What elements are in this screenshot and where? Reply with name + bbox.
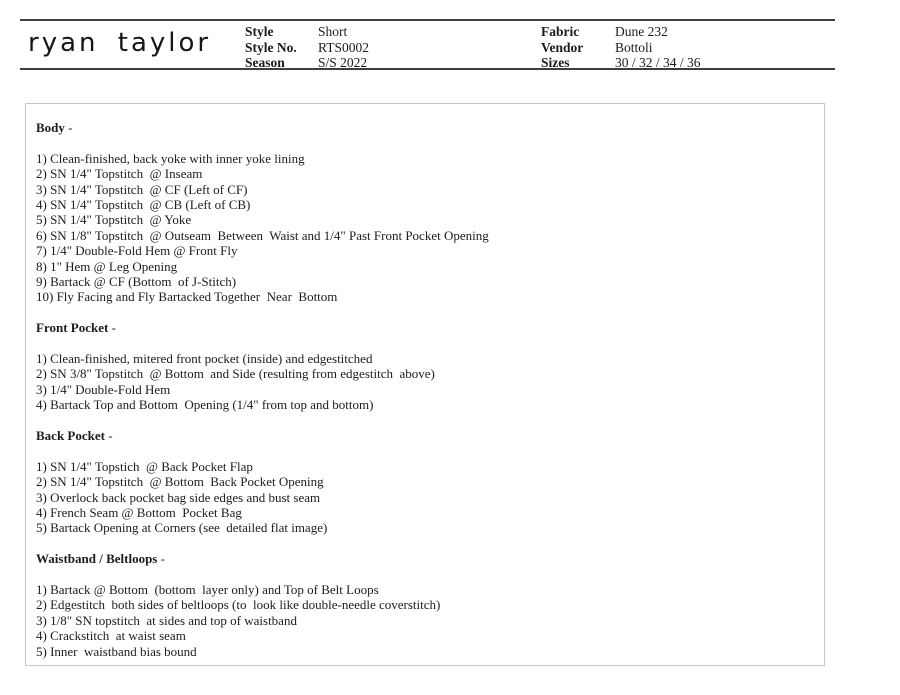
section-heading — [36, 551, 814, 566]
spec-item: 5) Bartack Opening at Corners (see detailed flat image) — [36, 520, 328, 536]
spec-item: 6) SN 1/8" Topstitch @ Outseam Between Waist and 1/4" Past Front Pocket Opening — [36, 227, 489, 243]
spec-item: 4) French Seam @ Bottom Pocket Bag — [36, 505, 242, 521]
style-label: Style — [245, 24, 274, 39]
spec-item: 5) Inner waistband bias bound — [36, 643, 197, 659]
brand-logo: ryan taylor — [28, 28, 212, 58]
spec-item: 3) Overlock back pocket bag side edges and bust seam — [36, 489, 321, 505]
spec-item: 1) Clean-finished, mitered front pocket (inside) and edgestitched — [36, 351, 373, 367]
spec-item: 1) SN 1/4" Topstich @ Back Pocket Flap — [36, 458, 253, 474]
section-heading — [36, 320, 814, 335]
season-value: S/S 2022 — [318, 55, 368, 70]
document-header — [20, 19, 835, 70]
spec-item: 7) 1/4" Double-Fold Hem @ Front Fly — [36, 243, 238, 259]
section-dash: - — [104, 428, 113, 444]
spec-item: 8) 1" Hem @ Leg Opening — [36, 258, 178, 274]
style-value: Short — [318, 24, 348, 39]
header-labels-right — [541, 24, 583, 71]
spec-item: 2) Edgestitch both sides of beltloops (to look like double-needle coverstitch) — [36, 597, 441, 613]
header-labels-left — [245, 24, 297, 71]
season-label: Season — [245, 55, 285, 70]
spec-item: 4) Bartack Top and Bottom Opening (1/4" from top and bottom) — [36, 397, 374, 413]
spec-item: 3) 1/4" Double-Fold Hem — [36, 381, 171, 397]
section-dash: - — [157, 551, 165, 567]
section-body — [36, 120, 814, 305]
section-waistband-beltloops — [36, 551, 814, 659]
section-title: Waistband / Beltloops — [36, 551, 158, 567]
section-title: Back Pocket — [36, 428, 105, 444]
section-front-pocket — [36, 320, 814, 412]
spec-item: 3) SN 1/4" Topstitch @ CF (Left of CF) — [36, 181, 248, 197]
section-heading — [36, 120, 814, 135]
fabric-value: Dune 232 — [615, 24, 668, 39]
sizes-label: Sizes — [541, 55, 570, 70]
spec-item: 2) SN 1/4" Topstitch @ Inseam — [36, 166, 203, 182]
vendor-label: Vendor — [541, 39, 584, 55]
style-no-value: RTS0002 — [318, 39, 369, 55]
section-title: Body — [36, 120, 65, 135]
spec-item: 10) Fly Facing and Fly Bartacked Together Near Bottom — [36, 289, 338, 305]
section-dash: - — [108, 320, 116, 336]
spec-item: 2) SN 3/8" Topstitch @ Bottom and Side (resulting from edgestitch above) — [36, 366, 435, 382]
style-no-label: Style No. — [245, 39, 297, 55]
spec-item: 2) SN 1/4" Topstitch @ Bottom Back Pocket Opening — [36, 474, 324, 490]
spec-item: 3) 1/8" SN topstitch at sides and top of waistband — [36, 612, 297, 628]
construction-spec-box — [25, 103, 825, 666]
spec-item: 1) Clean-finished, back yoke with inner yoke lining — [36, 150, 305, 166]
fabric-label: Fabric — [541, 24, 580, 39]
spec-item: 4) SN 1/4" Topstitch @ CB (Left of CB) — [36, 197, 251, 213]
spec-item: 5) SN 1/4" Topstitch @ Yoke — [36, 212, 192, 228]
spec-item: 9) Bartack @ CF (Bottom of J-Stitch) — [36, 274, 237, 290]
spec-item: 1) Bartack @ Bottom (bottom layer only) and Top of Belt Loops — [36, 582, 379, 598]
section-dash: - — [64, 120, 73, 135]
spec-item: 4) Crackstitch at waist seam — [36, 628, 186, 644]
header-values-left — [318, 24, 369, 71]
vendor-value: Bottoli — [615, 39, 653, 55]
header-values-right — [615, 24, 701, 71]
sizes-value: 30 / 32 / 34 / 36 — [615, 55, 701, 70]
section-title: Front Pocket — [36, 320, 109, 336]
section-back-pocket — [36, 428, 814, 536]
section-heading — [36, 428, 814, 443]
